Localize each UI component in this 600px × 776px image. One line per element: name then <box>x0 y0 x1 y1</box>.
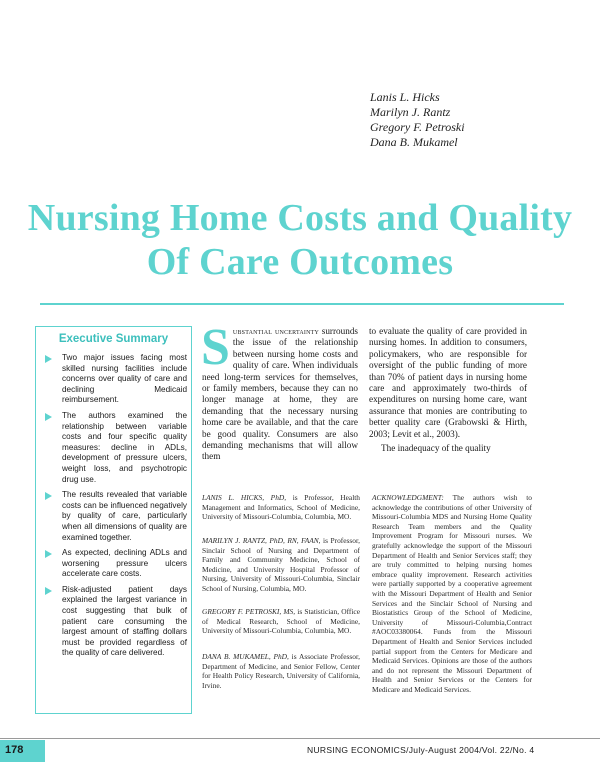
bio-text: is Statistician, Office of Medical Research, School of Medicine, University of Missouri-Columbia, Columbia, MO. <box>202 607 360 636</box>
executive-summary-list <box>42 353 187 659</box>
author-bio <box>202 536 360 594</box>
executive-summary-heading: Executive Summary <box>58 333 169 345</box>
bio-name: MARILYN J. RANTZ, PhD, RN, FAAN, <box>202 536 321 545</box>
body-paragraph: surrounds the issue of the relationship between nursing home costs and quality of care. When individuals need long-term services for themselves, or family members, because they can no longer manage at home, they are demanding that the necessary nursing home care be available, and that the care be good quality. Consumers are also demanding mechanisms that will allow them <box>202 326 359 462</box>
body-paragraph: to evaluate the quality of care provided in nursing homes. In addition to consumers, policymakers, who are responsible for oversight of the public funding of more than 70% of patient days in nursing home care and approximately two-thirds of expenditures on nursing home care, want assurance that monies are contributing to better quality care (Grabowski & Hirth, 2003; Levit et al., 2003). <box>369 326 527 439</box>
bio-name: LANIS L. HICKS, PhD, <box>202 493 287 502</box>
bullet-arrow-icon <box>45 355 52 363</box>
drop-cap: S <box>201 319 230 376</box>
article-title <box>0 196 600 284</box>
journal-citation: NURSING ECONOMICS/July-August 2004/Vol. 22/No. 4 <box>307 745 535 755</box>
author-name: Dana B. Mukamel <box>370 135 458 149</box>
body-column-1 <box>201 319 359 463</box>
author-name: Lanis L. Hicks <box>370 90 440 104</box>
page-number: 178 <box>5 744 24 756</box>
summary-item: As expected, declining ADLs and worsening pressure ulcers accelerate care costs. <box>42 548 187 580</box>
summary-item: Risk-adjusted patient days explained the largest variance in cost suggesting that bulk of patient care consuming the largest amount of staffing dollars must be provided regardless of the quality of care delivered. <box>42 585 187 659</box>
author-bio <box>202 607 360 636</box>
footer-divider <box>0 738 600 739</box>
title-line-1: Nursing Home Costs and Quality <box>27 197 573 239</box>
author-bio <box>202 493 360 522</box>
bullet-arrow-icon <box>45 413 52 421</box>
bio-name: DANA B. MUKAMEL, PhD, <box>202 652 289 661</box>
summary-item: The authors examined the relationship between variable costs and four specific quality measures: decline in ADLs, development of pressure ulcers, weight loss, and psychotropic drug use. <box>42 411 187 485</box>
title-line-2: Of Care Outcomes <box>146 241 454 283</box>
acknowledgment <box>372 493 532 694</box>
bullet-arrow-icon <box>45 550 52 558</box>
bio-text: is Professor, Health Management and Informatics, School of Medicine, University of Missouri-Columbia, Columbia, MO. <box>202 493 360 522</box>
author-name: Gregory F. Petroski <box>370 120 465 134</box>
bio-text: is Associate Professor, Department of Medicine, and Senior Fellow, Center for Health Policy Research, University of California, Irvine. <box>202 652 360 690</box>
author-list <box>370 90 465 150</box>
bullet-arrow-icon <box>45 587 52 595</box>
acknowledgment-label: ACKNOWLEDGMENT: <box>372 493 444 502</box>
summary-item: The results revealed that variable costs can be influenced negatively by quality of care, particularly when all dimensions of quality are examined together. <box>42 490 187 543</box>
executive-summary-box <box>35 326 192 714</box>
body-column-2 <box>369 326 527 454</box>
body-paragraph-continued: The inadequacy of the quality <box>381 443 491 454</box>
bio-text: is Professor, Sinclair School of Nursing and Department of Family and Community Medicine, School of Medicine, and University Hospital Professor of Nursing, University of Missouri-Columbia, Sinclair School of Nursing, Columbia, MO. <box>202 536 360 593</box>
acknowledgment-text: The authors wish to acknowledge the contributions of other University of Missouri-Columbia MDS and Nursing Home Quality Research Team members and the Quality Improvement Program for Missouri nurses. We gratefully acknowledge the support of the Missouri Department of Health and Senior Services staff; they are truly committed to helping nursing homes embrace quality improvement. Research activities were partially supported by a cooperative agreement with the Missouri Department of Health and Senior Services and the Sinclair School of Nursing and Biostatistics Group of the School of Medicine, University of Missouri-Columbia,Contract #AOC03380064. Funds from the Missouri Department of Health and Senior Services included partial support from the Centers for Medicare and Medicaid Services. Opinions are those of the authors and do not represent the Missouri Department of Health and Senior Services or the Centers for Medicare and Medicaid Services. <box>372 493 532 694</box>
author-name: Marilyn J. Rantz <box>370 105 451 119</box>
bio-name: GREGORY F. PETROSKI, MS, <box>202 607 296 616</box>
title-divider <box>40 303 564 305</box>
author-bio <box>202 652 360 690</box>
lead-in: ubstantial uncertainty <box>232 326 320 336</box>
bullet-arrow-icon <box>45 492 52 500</box>
summary-item: Two major issues facing most skilled nursing facilities include concerns over quality of care and declining Medicaid reimbursement. <box>42 353 187 406</box>
